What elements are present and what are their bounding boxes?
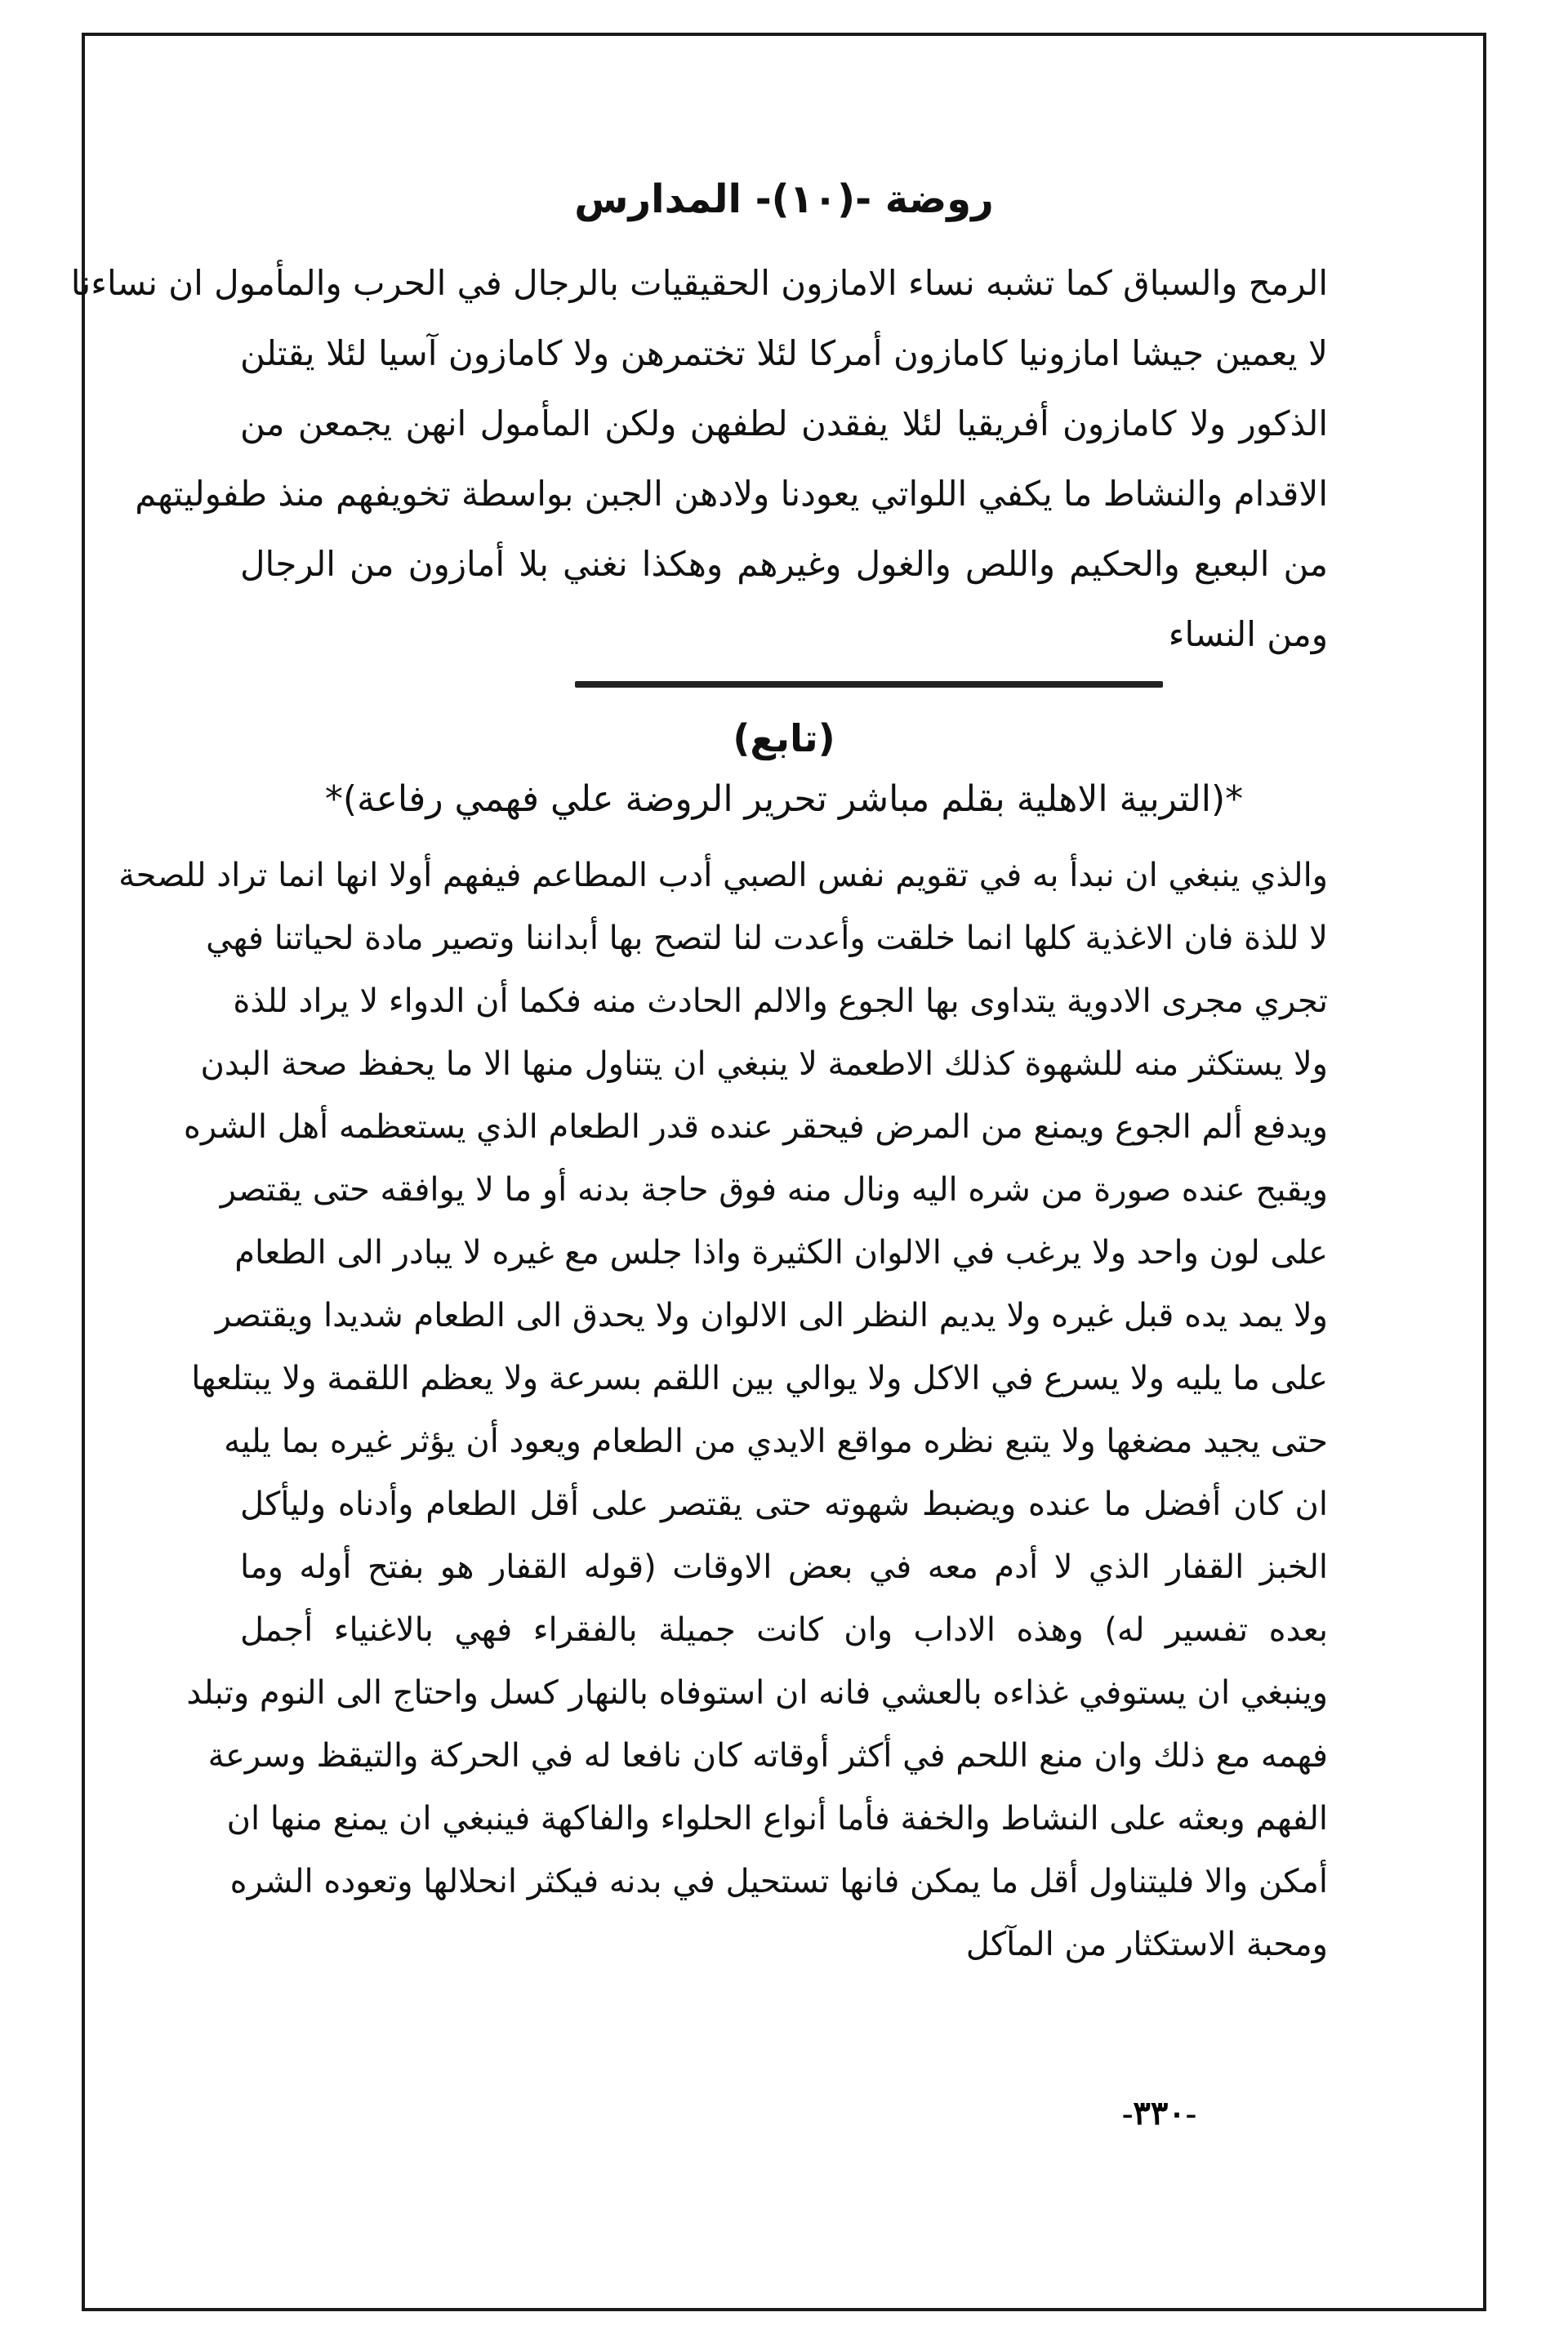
section2-line: حتى يجيد مضغها ولا يتبع نظره مواقع الايدي من الطعام ويعود أن يؤثر غيره بما يليه [224,1423,1328,1460]
section2-line: لا للذة فان الاغذية كلها انما خلقت وأعدت لنا لتصح بها أبداننا وتصير مادة لحياتنا فهي [206,920,1328,957]
section2-line: فهمه مع ذلك وان منع اللحم في أكثر أوقاته كان نافعا له في الحركة والتيقظ وسرعة [207,1737,1328,1775]
section2-line: ومحبة الاستكثار من المآكل [965,1926,1328,1963]
page-number: -٣٣٠- [1122,2095,1197,2132]
section2-line: أمكن والا فليتناول أقل ما يمكن فانها تستحيل في بدنه فيكثر انحلالها وتعوده الشره [229,1863,1328,1900]
section1-line: ومن النساء [1168,614,1328,654]
section1-line: الذكور ولا كامازون أفريقيا لئلا يفقدن لطفهن ولكن المأمول انهن يجمعن من [240,403,1328,443]
section2-line: ولا يمد يده قبل غيره ولا يديم النظر الى الالوان ولا يحدق الى الطعام شديدا ويقتصر [215,1297,1328,1334]
section2-line: ان كان أفضل ما عنده ويضبط شهوته حتى يقتصر على أقل الطعام وأدناه وليأكل [240,1486,1328,1523]
section1-line: لا يعمين جيشا امازونيا كامازون أمركا لئلا تختمرهن ولا كامازون آسيا لئلا يقتلن [240,333,1328,373]
section2-line: ولا يستكثر منه للشهوة كذلك الاطعمة لا ينبغي ان يتناول منها الا ما يحفظ صحة البدن [200,1045,1328,1083]
section2-line: والذي ينبغي ان نبدأ به في تقويم نفس الصبي أدب المطاعم فيفهم أولا انها انما تراد للصحة [118,857,1328,894]
section2-line: الفهم وبعثه على النشاط والخفة فأما أنواع الحلواء والفاكهة فينبغي ان يمنع منها ان [226,1800,1328,1838]
section1-line: الاقدام والنشاط ما يكفي اللواتي يعودنا ولادهن الجبن بواسطة تخويفهم منذ طفوليتهم [135,474,1328,514]
section1-line: الرمح والسباق كما تشبه نساء الامازون الحقيقيات بالرجال في الحرب والمأمول ان نساءنا [70,263,1328,303]
section2-line: الخبز القفار الذي لا أدم معه في بعض الاوقات (قوله القفار هو بفتح أوله وما [240,1548,1328,1586]
section2-title: *(التربية الاهلية بقلم مباشر تحرير الروضة علي فهمي رفاعة)* [324,778,1244,820]
section2-line: وينبغي ان يستوفي غذاءه بالعشي فانه ان استوفاه بالنهار كسل واحتاج الى النوم وتبلد [186,1674,1328,1712]
section1-body [70,248,1328,670]
document-page [70,36,1328,2308]
section2-line: ويقبح عنده صورة من شره اليه ونال منه فوق حاجة بدنه أو ما لا يوافقه حتى يقتصر [220,1171,1328,1209]
page-header: روضة -(١٠)- المدارس [574,176,994,222]
section2-body [118,844,1328,1976]
page-frame [70,33,1486,2311]
section2-line: بعده تفسير له) وهذه الاداب وان كانت جميلة بالفقراء فهي بالاغنياء أجمل [240,1611,1328,1649]
section2-subhead: (تابع) [733,716,835,760]
section2-line: تجري مجرى الادوية يتداوى بها الجوع والالم الحادث منه فكما أن الدواء لا يراد للذة [233,982,1328,1020]
section2-line: على ما يليه ولا يسرع في الاكل ولا يوالي بين اللقم بسرعة ولا يعظم اللقمة ولا يبتلعها [191,1360,1328,1397]
section2-line: على لون واحد ولا يرغب في الالوان الكثيرة واذا جلس مع غيره لا يبادر الى الطعام [234,1234,1328,1272]
section2-line: ويدفع ألم الجوع ويمنع من المرض فيحقر عنده قدر الطعام الذي يستعظمه أهل الشره [183,1108,1328,1146]
section1-line: من البعبع والحكيم واللص والغول وغيرهم وهكذا نغني بلا أمازون من الرجال [240,544,1328,584]
section-divider [575,681,1163,688]
